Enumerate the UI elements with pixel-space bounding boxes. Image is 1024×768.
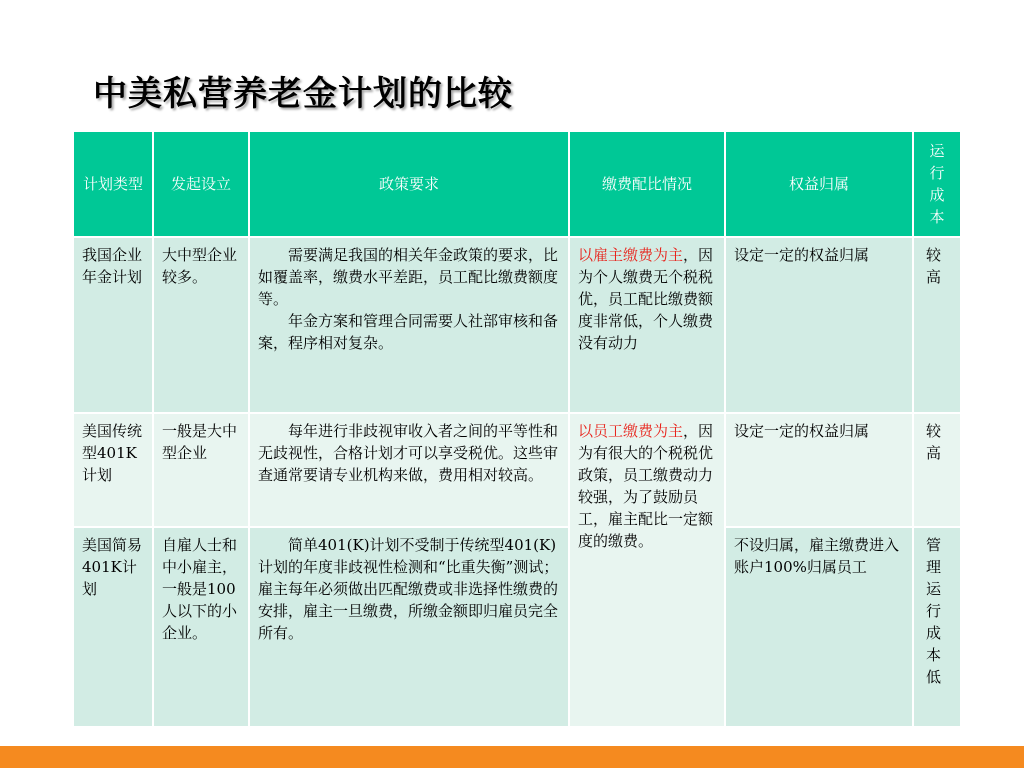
policy-paragraph: 每年进行非歧视审收入者之间的平等性和无歧视性，合格计划才可以享受税优。这些审查通常要请专业机构来做，费用相对较高。 bbox=[258, 422, 559, 484]
header-policy: 政策要求 bbox=[249, 131, 569, 237]
table-header-row bbox=[73, 131, 961, 237]
contribution-text: ，因为个人缴费无个税税优，员工配比缴费额度非常低，个人缴费没有动力 bbox=[578, 246, 714, 352]
cell-policy bbox=[249, 413, 569, 527]
cell-cost: 较高 bbox=[913, 237, 961, 413]
cell-cost: 管理运行成本低 bbox=[913, 527, 961, 727]
cell-policy bbox=[249, 527, 569, 727]
page-title: 中美私营养老金计划的比较 bbox=[93, 74, 513, 114]
header-contribution: 缴费配比情况 bbox=[569, 131, 725, 237]
table-row bbox=[73, 527, 961, 727]
cell-plan-type: 我国企业年金计划 bbox=[73, 237, 153, 413]
contribution-text: ，因为有很大的个税税优政策，员工缴费动力较强，为了鼓励员工，雇主配比一定额度的缴费。 bbox=[578, 422, 714, 550]
cell-sponsor: 自雇人士和中小雇主，一般是100人以下的小企业。 bbox=[153, 527, 249, 727]
table-row bbox=[73, 237, 961, 413]
comparison-table bbox=[72, 130, 962, 728]
cell-plan-type: 美国传统型401K计划 bbox=[73, 413, 153, 527]
cell-cost: 较高 bbox=[913, 413, 961, 527]
footer-bar bbox=[0, 746, 1024, 768]
cell-policy bbox=[249, 237, 569, 413]
cell-vesting: 不设归属，雇主缴费进入账户100%归属员工 bbox=[725, 527, 913, 727]
policy-paragraph: 需要满足我国的相关年金政策的要求，比如覆盖率，缴费水平差距，员工配比缴费额度等。 bbox=[258, 246, 559, 308]
cell-vesting: 设定一定的权益归属 bbox=[725, 237, 913, 413]
header-sponsor: 发起设立 bbox=[153, 131, 249, 237]
cell-sponsor: 一般是大中型企业 bbox=[153, 413, 249, 527]
header-cost: 运行成本 bbox=[913, 131, 961, 237]
cell-contribution bbox=[569, 237, 725, 413]
policy-paragraph: 简单401(K)计划不受制于传统型401(K)计划的年度非歧视性检测和“比重失衡”测试；雇主每年必须做出匹配缴费或非选择性缴费的安排，雇主一旦缴费，所缴金额即归雇员完全所有。 bbox=[258, 536, 559, 642]
policy-paragraph: 年金方案和管理合同需要人社部审核和备案，程序相对复杂。 bbox=[258, 312, 559, 352]
contribution-highlight: 以雇主缴费为主 bbox=[578, 246, 684, 264]
header-vesting: 权益归属 bbox=[725, 131, 913, 237]
cell-contribution bbox=[569, 413, 725, 727]
contribution-highlight: 以员工缴费为主 bbox=[578, 422, 684, 440]
cell-vesting: 设定一定的权益归属 bbox=[725, 413, 913, 527]
header-plan-type: 计划类型 bbox=[73, 131, 153, 237]
table-row bbox=[73, 413, 961, 527]
cell-sponsor: 大中型企业较多。 bbox=[153, 237, 249, 413]
cell-plan-type: 美国简易401K计划 bbox=[73, 527, 153, 727]
